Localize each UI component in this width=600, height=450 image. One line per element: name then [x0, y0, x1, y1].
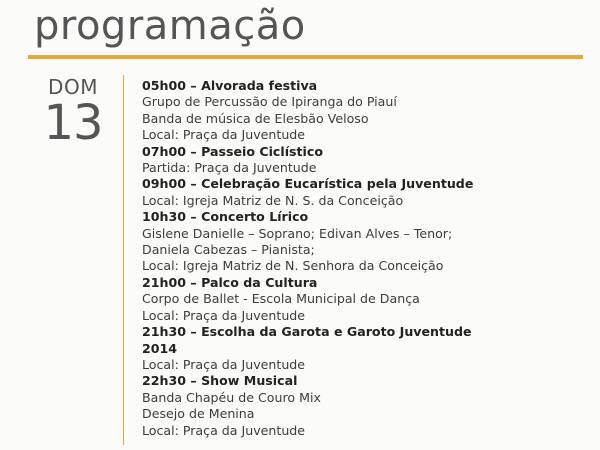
event-title: 10h30 – Concerto Lírico [142, 209, 309, 225]
event-detail: Desejo de Menina [142, 406, 255, 422]
event-location: Local: Praça da Juventude [142, 356, 306, 372]
event-location: Local: Praça da Juventude [142, 127, 306, 143]
event-location: Local: Praça da Juventude [142, 422, 306, 438]
event-title: 22h30 – Show Musical [142, 373, 298, 389]
event-location: Partida: Praça da Juventude [142, 160, 317, 176]
title-divider [28, 55, 583, 59]
timeline-divider [123, 75, 124, 445]
event-detail: Daniela Cabezas – Pianista; [142, 242, 315, 258]
day-number: 13 [43, 95, 103, 151]
day-badge [30, 75, 116, 151]
event-detail: Banda de música de Elesbão Veloso [142, 110, 369, 126]
event-detail: Grupo de Percussão de Ipiranga do Piauí [142, 94, 397, 110]
event-detail: Banda Chapéu de Couro Mix [142, 389, 321, 405]
event-detail: Gislene Danielle – Soprano; Edivan Alves – Tenor; [142, 225, 453, 241]
event-list [142, 78, 592, 439]
event-location: Local: Igreja Matriz de N. Senhora da Conceição [142, 258, 444, 274]
event-title: 21h30 – Escolha da Garota e Garoto Juventude [142, 324, 472, 340]
event-title: 05h00 – Alvorada festiva [142, 78, 318, 93]
event-location: Local: Igreja Matriz de N. S. da Conceição [142, 192, 404, 208]
day-name: DOM [48, 75, 98, 99]
event-location: Local: Praça da Juventude [142, 307, 306, 323]
event-title: 21h00 – Palco da Cultura [142, 274, 318, 290]
page-title: programação [34, 3, 306, 49]
event-detail: Corpo de Ballet - Escola Municipal de Dança [142, 291, 420, 307]
event-title: 09h00 – Celebração Eucarística pela Juventude [142, 176, 474, 192]
event-title-continued: 2014 [142, 340, 178, 356]
event-title: 07h00 – Passeio Ciclístico [142, 143, 323, 159]
